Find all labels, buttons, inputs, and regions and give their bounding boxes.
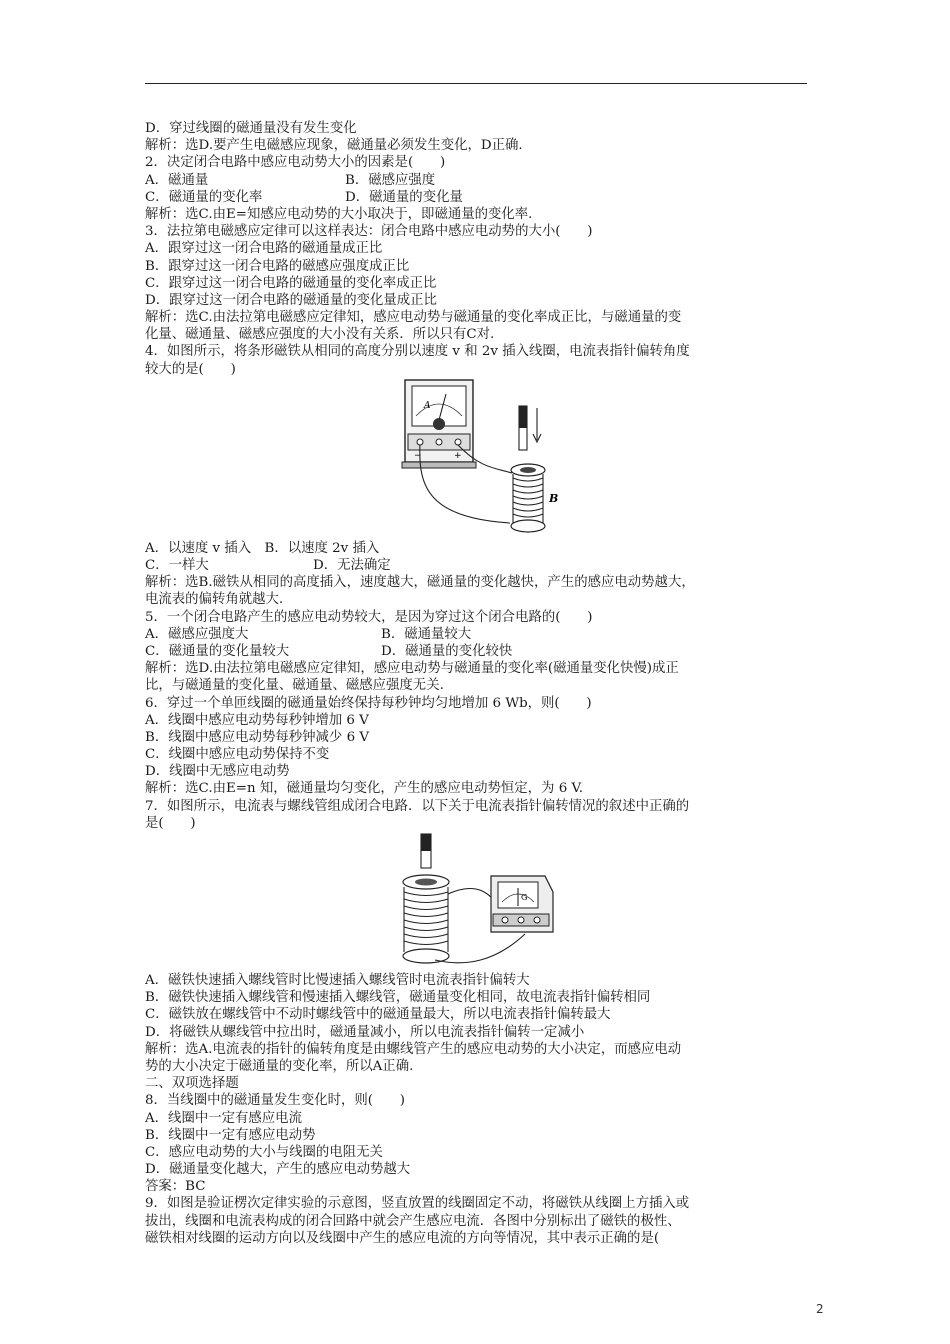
text-line: 5．一个闭合电路产生的感应电动势较大，是因为穿过这个闭合电路的( ) [145,609,593,625]
plus-terminal-label: + [454,450,462,461]
text-line: C．跟穿过这一闭合电路的磁通量的变化率成正比 [145,275,437,291]
text-line: B．磁铁快速插入螺线管和慢速插入螺线管，磁通量变化相同，故电流表指针偏转相同 [145,990,651,1006]
text-line: D．穿过线圈的磁通量没有发生变化 [145,121,357,136]
text-line: A．磁铁快速插入螺线管时比慢速插入螺线管时电流表指针偏转大 [145,973,530,988]
text-line: C．磁铁放在螺线管中不动时螺线管中的磁通量最大，所以电流表指针偏转最大 [145,1007,611,1023]
text-line: 解析：选B.磁铁从相同的高度插入，速度越大，磁通量的变化越快，产生的感应电动势越大， [145,575,695,591]
text-line: 电流表的偏转角就越大. [145,592,284,608]
header-rule [145,83,807,84]
text-line: A．跟穿过这一闭合电路的磁通量成正比 [145,241,383,257]
coil-windings [513,474,543,523]
text-line: 拔出，线圈和电流表构成的闭合回路中就会产生感应电流．各图中分别标出了磁铁的极性、 [145,1213,681,1229]
text-line: B．线圈中感应电动势每秒钟减少 6 V [145,729,370,745]
option-right: D．无法确定 [313,558,391,573]
minus-terminal-label: − [414,450,422,461]
option-right: B．磁感应强度 [345,172,436,188]
text-line: 磁铁相对线圈的运动方向以及线圈中产生的感应电流的方向等情况，其中表示正确的是( [145,1230,660,1246]
text-line: C．线圈中感应电动势保持不变 [145,747,330,763]
option-row [145,557,810,574]
text-line: 势的大小决定于磁通量的变化率，所以A正确. [145,1058,414,1074]
text-line: 解析：选D.由法拉第电磁感应定律知，感应电动势与磁通量的变化率(磁通量变化快慢)成正 [145,661,679,677]
text-line: A．以速度 v 插入 B．以速度 2v 插入 [145,540,380,556]
text-line: B．跟穿过这一闭合电路的磁感应强度成正比 [145,258,410,274]
galvanometer-symbol: G [521,893,528,902]
text-line: C．感应电动势的大小与线圈的电阻无关 [145,1144,383,1160]
fig2-wrapper [145,832,810,972]
text-line: 解析：选C.由法拉第电磁感应定律知，感应电动势与磁通量的变化率成正比，与磁通量的变 [145,310,682,326]
text-line: 3．法拉第电磁感应定律可以这样表达：闭合电路中感应电动势的大小( ) [145,224,593,240]
text-line: 9．如图是验证楞次定律实验的示意图，竖直放置的线圈固定不动，将磁铁从线圈上方插入或 [145,1196,690,1212]
option-row [145,643,810,660]
text-line: 答案：BC [145,1179,206,1195]
solenoid-windings [404,887,448,952]
figure-solenoid-galvanometer [395,832,565,970]
text-line: 二、双项选择题 [145,1076,239,1092]
text-line: 4．如图所示，将条形磁铁从相同的高度分别以速度 v 和 2v 插入线圈，电流表指针偏转角度 [145,344,690,360]
text-line: D．将磁铁从螺线管中拉出时，磁通量减小，所以电流表指针偏转一定减小 [145,1024,585,1040]
text-line: 8．当线圈中的磁通量发生变化时，则( ) [145,1093,405,1109]
document-body [145,120,810,1247]
text-line: 较大的是( ) [145,361,236,377]
text-line: 解析：选C.由E=n 知，磁通量均匀变化，产生的感应电动势恒定，为 6 V. [145,781,584,797]
text-line: A．线圈中一定有感应电流 [145,1110,302,1126]
option-row [145,626,810,643]
ammeter-symbol: A [424,400,431,411]
text-line: D．磁通量变化越大，产生的感应电动势越大 [145,1162,411,1178]
text-line: 化量、磁通量、磁感应强度的大小没有关系．所以只有C对. [145,327,495,343]
text-line: 6．穿过一个单匝线圈的磁通量始终保持每秒钟均匀地增加 6 Wb，则( ) [145,695,592,711]
text-line: D．跟穿过这一闭合电路的磁通量的变化量成正比 [145,292,437,308]
coil-base [511,520,545,532]
option-right: D．磁通量的变化量 [345,189,463,205]
option-left: A．磁感应强度大 [145,626,249,642]
text-line: 解析：选C.由E=知感应电动势的大小取决于，即磁通量的变化率. [145,206,533,222]
text-line: B．线圈中一定有感应电动势 [145,1127,316,1143]
text-line: 2．决定闭合电路中感应电动势大小的因素是( ) [145,155,446,171]
text-line: D．线圈中无感应电动势 [145,764,290,780]
text-line: 解析：选A.电流表的指针的偏转角度是由螺线管产生的感应电动势的大小决定，而感应电动 [145,1041,682,1057]
option-left: C．一样大 [145,558,209,573]
option-left: C．磁通量的变化率 [145,189,263,205]
option-left: A．磁通量 [145,172,209,188]
figure-galvanometer-magnet-coil [400,378,570,538]
text-line: 是( ) [145,815,196,831]
text-line: 7．如图所示，电流表与螺线管组成闭合电路．以下关于电流表指针偏转情况的叙述中正确的 [145,798,690,814]
option-right: D．磁通量的变化较快 [381,643,513,659]
option-right: B．磁通量较大 [381,626,472,642]
text-line: 解析：选D.要产生电磁感应现象，磁通量必须发生变化，D正确. [145,138,523,154]
text-line: 比，与磁通量的变化量、磁通量、磁感应强度无关. [145,678,444,694]
option-row [145,189,810,206]
page-number: 2 [816,1302,824,1316]
text-line: A．线圈中感应电动势每秒钟增加 6 V [145,712,369,728]
option-row [145,172,810,189]
coil-label: B [549,491,559,505]
fig1-wrapper [145,378,810,540]
option-left: C．磁通量的变化量较大 [145,643,290,659]
